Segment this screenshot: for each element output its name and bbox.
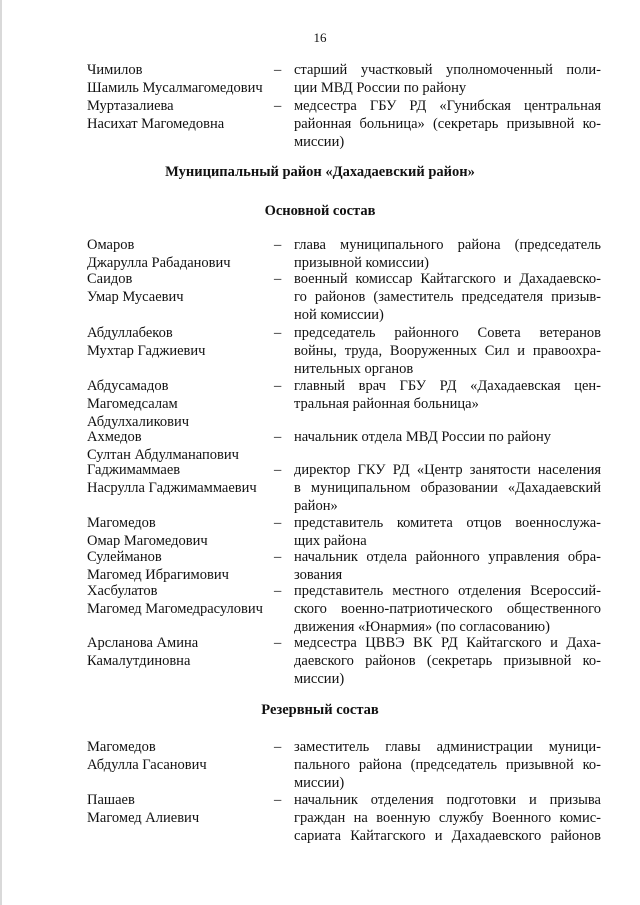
dash: – — [274, 462, 282, 478]
member-name: Хасбулатов Магомед Магомедрасулович — [87, 583, 263, 617]
member-name: Чимилов Шамиль Мусалмагомедович — [87, 62, 263, 96]
member-role: медсестра ГБУ РД «Гунибская центральная районная больница» (секретарь призывной ко- миссии) — [294, 98, 601, 150]
member-name: Муртазалиева Насихат Магомедовна — [87, 98, 225, 132]
member-role: представитель местного отделения Всероссий- ского военно-патриотического общественного движения «Юнармия» (по согласованию) — [294, 583, 601, 635]
member-role: заместитель главы администрации муници- пального района (председатель призывной ко- миссии) — [294, 739, 601, 791]
dash: – — [274, 271, 282, 287]
reserve-composition-heading: Резервный состав — [261, 702, 379, 718]
dash: – — [274, 325, 282, 341]
dash: – — [274, 429, 282, 445]
member-name: Саидов Умар Мусаевич — [87, 271, 184, 305]
member-name: Гаджимаммаев Насрулла Гаджимаммаевич — [87, 462, 257, 496]
dash: – — [274, 515, 282, 531]
member-role: военный комиссар Кайтагского и Дахадаевско- го районов (заместитель председателя призыв- ной комиссии) — [294, 271, 601, 323]
member-name: Абдуллабеков Мухтар Гаджиевич — [87, 325, 206, 359]
scan-edge — [0, 0, 2, 905]
member-role: представитель комитета отцов военнослужа- щих района — [294, 515, 601, 549]
member-name: Арсланова Амина Камалутдиновна — [87, 635, 199, 669]
member-name: Омаров Джарулла Рабаданович — [87, 237, 231, 271]
dash: – — [274, 739, 282, 755]
member-role: начальник отдела МВД России по району — [294, 429, 552, 445]
district-heading: Муниципальный район «Дахадаевский район» — [165, 164, 475, 180]
dash: – — [274, 792, 282, 808]
member-role: старший участковый уполномоченный поли- ции МВД России по району — [294, 62, 601, 96]
member-name: Пашаев Магомед Алиевич — [87, 792, 200, 826]
member-name: Магомедов Омар Магомедович — [87, 515, 208, 549]
member-name: Сулейманов Магомед Ибрагимович — [87, 549, 229, 583]
dash: – — [274, 378, 282, 394]
main-composition-heading: Основной состав — [264, 203, 376, 219]
member-role: директор ГКУ РД «Центр занятости населения в муниципальном образовании «Дахадаевский район» — [294, 462, 601, 514]
dash: – — [274, 635, 282, 651]
dash: – — [274, 98, 282, 114]
member-name: Абдусамадов Магомедсалам Абдулхаликович — [87, 378, 190, 430]
member-role: глава муниципального района (председатель призывной комиссии) — [294, 237, 601, 271]
dash: – — [274, 583, 282, 599]
member-role: начальник отделения подготовки и призыва граждан на военную службу Военного комис- сариата Кайтагского и Дахадаевского районов — [294, 792, 601, 844]
dash: – — [274, 549, 282, 565]
member-name: Ахмедов Султан Абдулманапович — [87, 429, 239, 463]
page-number: 16 — [313, 30, 327, 45]
dash: – — [274, 62, 282, 78]
dash: – — [274, 237, 282, 253]
member-role: главный врач ГБУ РД «Дахадаевская цен- тральная районная больница» — [294, 378, 601, 412]
member-role: председатель районного Совета ветеранов войны, труда, Вооруженных Сил и правоохра- нительных органов — [294, 325, 601, 377]
member-role: начальник отдела районного управления обра- зования — [294, 549, 601, 583]
member-name: Магомедов Абдулла Гасанович — [87, 739, 207, 773]
member-role: медсестра ЦВВЭ ВК РД Кайтагского и Даха- даевского районов (секретарь призывной ко- миссии) — [294, 635, 601, 687]
